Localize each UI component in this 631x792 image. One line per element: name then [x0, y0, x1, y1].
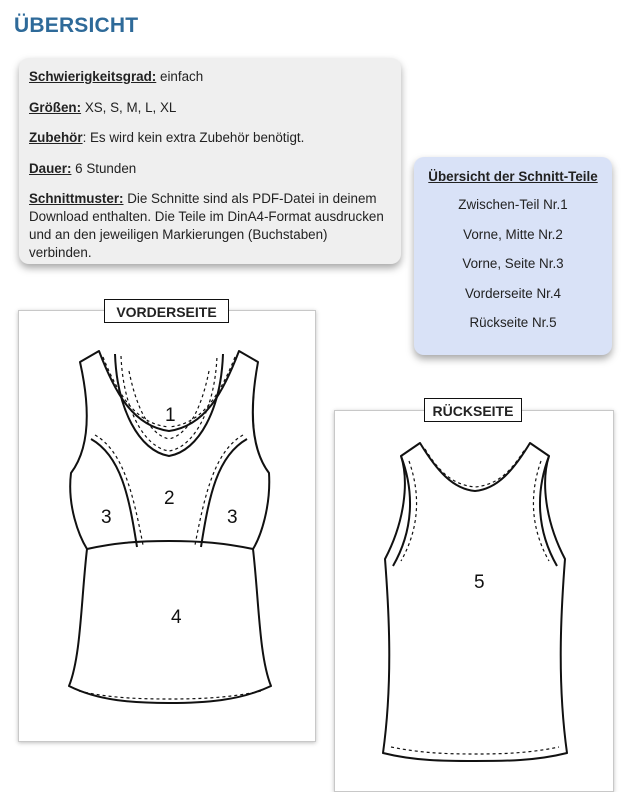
part-number-3-left: 3 — [101, 507, 112, 528]
parts-heading: Übersicht der Schnitt-Teile — [428, 169, 598, 184]
front-view-label: VORDERSEITE — [104, 299, 229, 323]
parts-item: Rückseite Nr.5 — [469, 315, 557, 330]
parts-overview-box — [414, 157, 612, 355]
parts-item: Vorne, Mitte Nr.2 — [463, 226, 563, 242]
part-number-4: 4 — [171, 607, 182, 628]
front-stitch-line — [95, 435, 143, 545]
page-title: ÜBERSICHT — [14, 14, 139, 37]
front-top-illustration — [19, 311, 315, 741]
front-outline — [69, 351, 271, 703]
difficulty-value: einfach — [160, 69, 204, 84]
duration-row — [29, 160, 391, 178]
front-stitch-line — [195, 435, 243, 545]
front-waist-seam — [87, 541, 253, 549]
accessories-value: : Es wird kein extra Zubehör benötigt. — [82, 130, 305, 145]
back-stitch-line — [391, 747, 559, 754]
info-box — [19, 58, 401, 264]
back-view-panel — [334, 410, 614, 792]
duration-value: 6 Stunden — [75, 160, 137, 176]
accessories-row — [29, 129, 391, 147]
back-outline — [383, 443, 567, 761]
back-view-label: RÜCKSEITE — [424, 398, 522, 422]
accessories-label: Zubehör — [29, 130, 83, 145]
parts-item: Vorderseite Nr.4 — [464, 285, 561, 301]
part-number-2: 2 — [164, 488, 175, 509]
difficulty-row — [29, 68, 391, 86]
back-top-illustration — [335, 411, 613, 791]
front-side-seam-right — [201, 439, 247, 547]
front-view-panel — [18, 310, 316, 742]
parts-item: Zwischen-Teil Nr.1 — [458, 197, 568, 212]
front-stitch-line — [121, 356, 217, 451]
pattern-label: Schnittmuster: — [29, 191, 124, 206]
duration-label: Dauer: — [29, 160, 72, 176]
pattern-row — [29, 190, 391, 262]
part-number-3-right: 3 — [227, 507, 238, 528]
difficulty-label: Schwierigkeitsgrad: — [29, 69, 157, 84]
back-stitch-line — [425, 449, 525, 487]
pattern-value: Die Schnitte sind als PDF-Datei in deinem Download enthalten. Die Teile im DinA4-Format ausdrucken und an den jeweiligen Markierungen (Buchstaben) verbinden. — [29, 191, 384, 260]
part-number-5: 5 — [474, 572, 485, 593]
parts-item: Vorne, Seite Nr.3 — [462, 256, 564, 271]
sizes-label: Größen: — [29, 99, 82, 115]
sizes-row — [29, 99, 391, 117]
front-side-seam-left — [91, 439, 137, 547]
sizes-value: XS, S, M, L, XL — [84, 99, 177, 115]
part-number-1: 1 — [165, 405, 176, 426]
